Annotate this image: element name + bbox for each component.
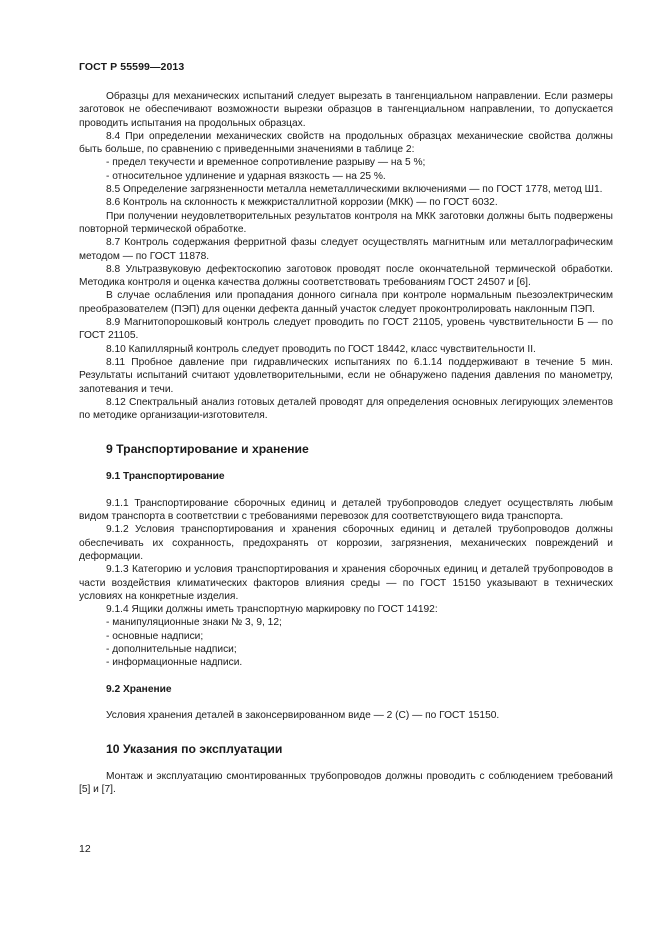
paragraph: 9.1.1 Транспортирование сборочных единиц и деталей трубопроводов следует осуществлять любым видом транспорта в соответствии с требованиями перевозок для соответствующего вида транспорта. bbox=[79, 497, 613, 523]
paragraph: 9.1.2 Условия транспортирования и хранения сборочных единиц и деталей трубопроводов должны обеспечивать их сохранность, предохранять от коррозии, загрязнения, механических повреждений и деформации. bbox=[79, 524, 613, 562]
list-item: - предел текучести и временное сопротивление разрыву — на 5 %; bbox=[106, 157, 426, 169]
page-number: 12 bbox=[79, 843, 91, 855]
paragraph: 9.1.3 Категорию и условия транспортирования и хранения сборочных единиц и деталей трубопроводов в части воздействия климатических факторов влияния среды — по ГОСТ 15150 указывают в технических условиях на конкретные изделия. bbox=[79, 564, 613, 602]
list-item: - дополнительные надписи; bbox=[106, 643, 237, 655]
paragraph: 8.4 При определении механических свойств на продольных образцах механические свойства должны быть больше, по сравнению с приведенными значениями в таблице 2: bbox=[79, 130, 613, 156]
paragraph: 8.11 Пробное давление при гидравлических испытаниях по 6.1.14 поддерживают в течение 5 мин. Результаты испытаний считают удовлетворительными, если не обнаружено падения давления по манометру, запотевания и течи. bbox=[79, 356, 613, 395]
paragraph: При получении неудовлетворительных результатов контроля на МКК заготовки должны быть подвержены повторной термической обработке. bbox=[79, 210, 613, 235]
paragraph: Условия хранения деталей в законсервированном виде — 2 (С) — по ГОСТ 15150. bbox=[106, 709, 500, 721]
section-title: 9 Транспортирование и хранение bbox=[106, 442, 309, 457]
paragraph: Монтаж и эксплуатацию смонтированных трубопроводов должны проводить с соблюдением требований [5] и [7]. bbox=[79, 771, 613, 796]
list-item: - информационные надписи. bbox=[106, 657, 243, 669]
paragraph: 8.12 Спектральный анализ готовых деталей проводят для определения основных легирующих элементов по методике организации-изготовителя. bbox=[79, 396, 613, 422]
paragraph: Образцы для механических испытаний следует вырезать в тангенциальном направлении. Если размеры заготовок не обеспечивают возможности вырезки образцов в тангенциальном направлении, то допускается проводить испытания на продольных образцах. bbox=[79, 91, 613, 129]
document-code: ГОСТ Р 55599—2013 bbox=[79, 61, 185, 73]
paragraph: 8.5 Определение загрязненности металла неметаллическими включениями — по ГОСТ 1778, метод Ш1. bbox=[106, 184, 603, 196]
paragraph: В случае ослабления или пропадания донного сигнала при контроле нормальным пьезоэлектрическим преобразователем (ПЭП) для оценки дефекта данный участок следует проконтролировать наклонным ПЭП. bbox=[79, 290, 613, 315]
paragraph: 8.10 Капиллярный контроль следует проводить по ГОСТ 18442, класс чувствительности II. bbox=[106, 343, 536, 355]
subsection-title: 9.1 Транспортирование bbox=[106, 471, 225, 483]
paragraph: 9.1.4 Ящики должны иметь транспортную маркировку по ГОСТ 14192: bbox=[106, 604, 438, 616]
section-title: 10 Указания по эксплуатации bbox=[106, 742, 283, 757]
subsection-title: 9.2 Хранение bbox=[106, 683, 172, 695]
list-item: - основные надписи; bbox=[106, 630, 204, 642]
paragraph: 8.9 Магнитопорошковый контроль следует проводить по ГОСТ 21105, уровень чувствительности Б — по ГОСТ 21105. bbox=[79, 317, 613, 342]
paragraph: 8.6 Контроль на склонность к межкристаллитной коррозии (МКК) — по ГОСТ 6032. bbox=[106, 197, 498, 209]
paragraph: 8.8 Ультразвуковую дефектоскопию заготовок проводят после окончательной термической обработки. Методика контроля и оценка качества должны соответствовать требованиям ГОСТ 24507 и [6]. bbox=[79, 263, 613, 289]
list-item: - относительное удлинение и ударная вязкость — на 25 %. bbox=[106, 170, 386, 182]
page-body bbox=[79, 90, 613, 797]
paragraph: 8.7 Контроль содержания ферритной фазы следует осуществлять магнитным или металлографическим методом — по ГОСТ 11878. bbox=[79, 237, 613, 262]
list-item: - манипуляционные знаки № 3, 9, 12; bbox=[106, 617, 282, 629]
